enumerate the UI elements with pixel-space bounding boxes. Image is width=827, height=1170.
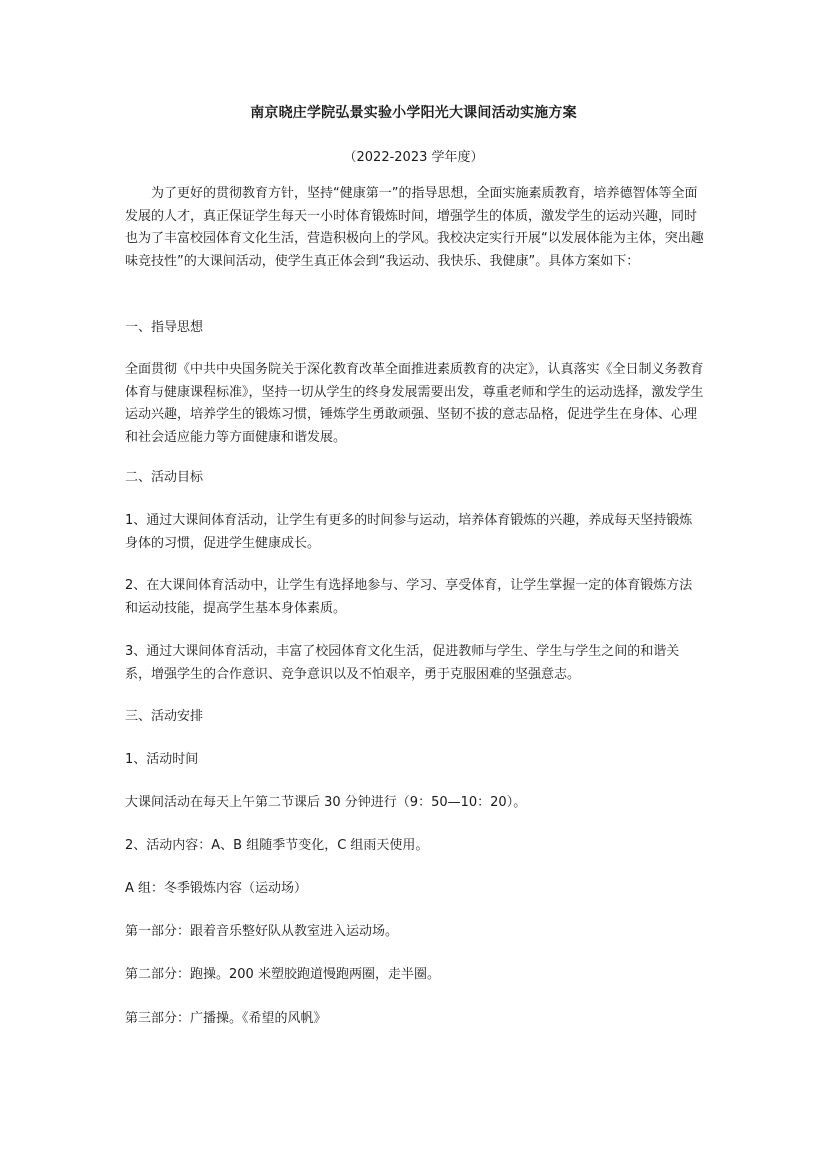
arrangement-item-content-heading: 2、活动内容：A、B 组随季节变化，C 组雨天使用。 [125,838,429,853]
document-subtitle: （2022-2023 学年度） [343,150,484,165]
group-a-part-1: 第一部分：跟着音乐整好队从教室进入运动场。 [125,924,399,939]
group-a-part-3: 第三部分：广播操。《希望的风帆》 [125,1011,327,1026]
section-heading-goals: 二、活动目标 [125,470,204,485]
intro-paragraph: 为了更好的贯彻教育方针，坚持“健康第一”的指导思想，全面实施素质教育，培养德智体等全面发展的人才，真正保证学生每天一小时体育锻炼时间，增强学生的体质，激发学生的运动兴趣，同时也为了丰富校园体育文化生活，营造积极向上的学风。我校决定实行开展“以发展体能为主体，突出趣味竞技性”的大课间活动，使学生真正体会到“我运动、我快乐、我健康”。具体方案如下： [125,186,704,269]
section-heading-arrangement: 三、活动安排 [125,709,204,724]
group-a-part-2: 第二部分：跑操。200 米塑胶跑道慢跑两圈，走半圈。 [125,967,440,982]
arrangement-item-time-heading: 1、活动时间 [125,752,199,767]
arrangement-item-time-body: 大课间活动在每天上午第二节课后 30 分钟进行（9：50—10：20）。 [125,795,527,810]
section-heading-guiding-thought: 一、指导思想 [125,320,204,335]
goal-item-3: 3、通过大课间体育活动，丰富了校园体育文化生活，促进教师与学生、学生与学生之间的和谐关系，增强学生的合作意识、竞争意识以及不怕艰辛，勇于克服困难的坚强意志。 [125,644,680,682]
goal-item-1: 1、通过大课间体育活动，让学生有更多的时间参与运动，培养体育锻炼的兴趣，养成每天坚持锻炼身体的习惯，促进学生健康成长。 [125,513,693,551]
guiding-thought-paragraph: 全面贯彻《中共中央国务院关于深化教育改革全面推进素质教育的决定》，认真落实《全日制义务教育体育与健康课程标准》，坚持一切从学生的终身发展需要出发，尊重老师和学生的运动选择，激发学生运动兴趣，培养学生的锻炼习惯，锤炼学生勇敢顽强、坚韧不拔的意志品格，促进学生在身体、心理和社会适应能力等方面健康和谐发展。 [125,362,704,445]
goal-item-2: 2、在大课间体育活动中，让学生有选择地参与、学习、享受体育，让学生掌握一定的体育锻炼方法和运动技能，提高学生基本身体素质。 [125,578,693,616]
document-title: 南京晓庄学院弘景实验小学阳光大课间活动实施方案 [250,105,577,121]
group-a-heading: A 组：冬季锻炼内容（运动场） [125,881,308,896]
